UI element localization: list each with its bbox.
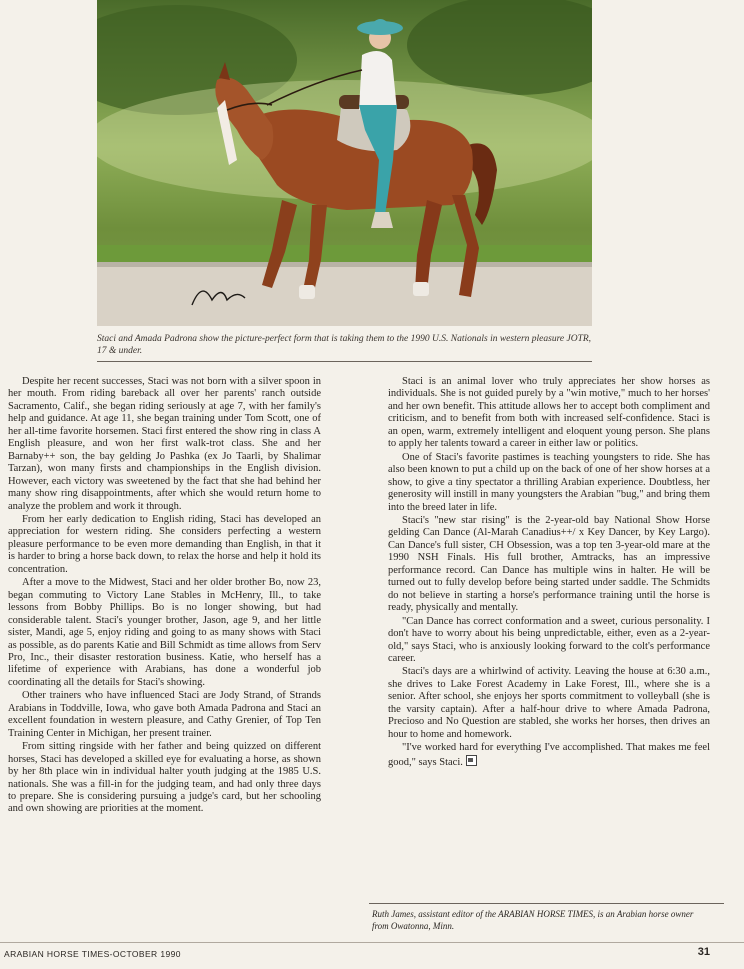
byline-divider (369, 903, 724, 904)
caption-divider (97, 361, 592, 362)
end-mark-icon (466, 755, 477, 766)
paragraph: Staci's "new star rising" is the 2-year-old bay National Show Horse gelding Can Dance (Al-Marah Canadius++/ x Key Dancer, by Key Largo). Can Dance's full sister, CH Obsession, was a top ten 3-year-old mare at the 1990 NSH Finals. His full brother, Amtracks, has an impressive performance record. Can Dance has multiple wins in halter. He will be turned out to fully develop before being started under saddle. The Schmidts do not believe in starting a horse's performance training until the horse is ready, physically and mentally. (388, 514, 710, 614)
paragraph: Despite her recent successes, Staci was not born with a silver spoon in her mouth. From riding bareback all over her parents' ranch outside Sacramento, Calif., she began riding seriously at age 7, with her family's help and guidance. At age 11, she began training under Tom Scott, one of her all-time favorite horsemen. Staci first entered the show ring in class A English pleasure, and won her first walk-trot class. She and her Barnaby++ son, the bay gelding Jo Pashka (ex Jo Taarli, by Shalimar Tarzan), won many firsts and championships in the English division. However, each victory was sweetened by the fact that she had behind her many show ring disappointments, after which she would return home to analyze the problem and work it through. (8, 376, 321, 512)
publication-footer: ARABIAN HORSE TIMES-OCTOBER 1990 (4, 949, 181, 959)
paragraph-closing (388, 742, 710, 769)
footer-divider (0, 942, 744, 943)
page-number: 31 (697, 946, 710, 958)
paragraph: Other trainers who have influenced Staci are Jody Strand, of Strands Arabians in Toddville, Iowa, who gave both Amada Padrona and Staci an excellent foundation in western pleasure, and Cathy Grenier, of Top Ten Training Center in Michigan, her present trainer. (8, 690, 321, 739)
paragraph: One of Staci's favorite pastimes is teaching youngsters to ride. She has also been known to put a child up on the back of one of her show horses at a show, to give a tiny spectator a thrilling Arabian experience. Doubtless, her generosity will instill in many youngsters the Arabian "bug," and bring them into the breed later in life. (388, 451, 710, 513)
paragraph: After a move to the Midwest, Staci and her older brother Bo, now 23, began commuting to Victory Lane Stables in McHenry, Ill., to take lessons from Bobby Phillips. Bo is no longer showing, but had considerable talent. Staci's younger brother, Jason, age 9, and her little sister, Mandi, age 5, enjoy riding and going to as many shows with Staci as possible, as do parents Katie and Bill Schmidt as time allows from Serv Pro, Inc., their disaster restoration business. Katie, who herself has a lifetime of experience with Arabians, has done a wonderful job coordinating all the details for Staci's showing. (8, 577, 321, 688)
paragraph: Staci is an animal lover who truly appreciates her show horses as individuals. She is not guided purely by a "win motive," much to her horses' and her own benefit. This attitude allows her to accept both compliment and criticism, and to benefit from both with increased self-confidence. Staci is an open, warm, extremely intelligent and eloquent young person. She plans to apply her talents toward a career in either law or politics. (388, 376, 710, 450)
photo-caption: Staci and Amada Padrona show the picture-perfect form that is taking them to the 1990 U.S. Nationals in western pleasure JOTR, 17 & under. (97, 334, 592, 356)
paragraph: Staci's days are a whirlwind of activity. Leaving the house at 6:30 a.m., she drives to Lake Forest Academy in Lake Forest, Ill., where she is a senior. After school, she enjoys her sports commitment to volleyball (she is the varsity captain). After a half-hour drive to where Amada Padrona, Precioso and No Question are stabled, she works her horses, then drives an hour to home and homework. (388, 666, 710, 740)
closing-text: "I've worked hard for everything I've accomplished. That makes me feel good," says Staci. (388, 742, 710, 768)
horse-photo (97, 0, 592, 326)
article-column-right (388, 376, 710, 770)
article-column-left (8, 376, 321, 817)
author-byline: Ruth James, assistant editor of the ARABIAN HORSE TIMES, is an Arabian horse owner from Owatonna, Minn. (372, 909, 694, 931)
paragraph: "Can Dance has correct conformation and a sweet, curious personality. I don't have to worry about his being unpredictable, either, even as a 2-year-old," says Staci, who is anxiously looking forward to the colt's performance career. (388, 615, 710, 664)
paragraph: From sitting ringside with her father and being quizzed on different horses, Staci has developed a skilled eye for evaluating a horse, as shown by her 8th place win in individual halter youth judging at the 1985 U.S. nationals. She was a fill-in for the judging team, and had only three days to prepare. She is considering pursuing a judge's card, but her schooling and own showing are priorities at the moment. (8, 741, 321, 815)
paragraph: From her early dedication to English riding, Staci has developed an appreciation for western riding. She considers perfecting a western pleasure performance to be even more demanding than English, in that it is harder to bring a horse back down, to relax the horse and help it hold its concentration. (8, 513, 321, 575)
